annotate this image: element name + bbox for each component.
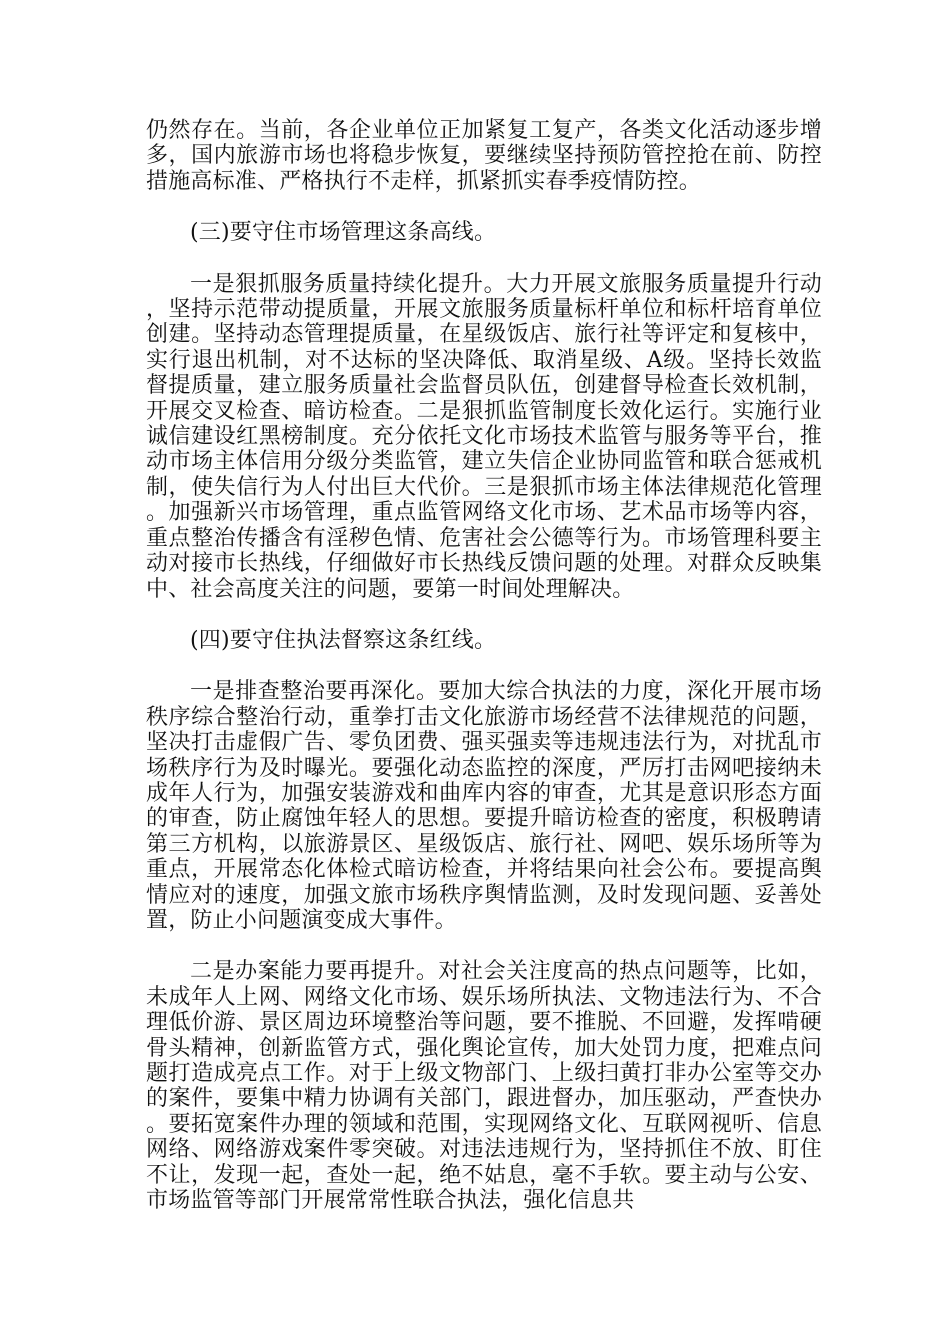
- paragraph-service-quality: 一是狠抓服务质量持续化提升。大力开展文旅服务质量提升行动，坚持示范带动提质量，开展文旅服务质量标杆单位和标杆培育单位创建。坚持动态管理提质量，在星级饭店、旅行社等评定和复核中，实行退出机制，对不达标的坚决降低、取消星级、A级。坚持长效监督提质量，建立服务质量社会监督员队伍，创建督导检查长效机制，开展交叉检查、暗访检查。二是狠抓监管制度长效化运行。实施行业诚信建设红黑榜制度。充分依托文化市场技术监管与服务等平台，推动市场主体信用分级分类监管，建立失信企业协同监管和联合惩戒机制，使失信行为人付出巨大代价。三是狠抓市场主体法律规范化管理。加强新兴市场管理，重点监管网络文化市场、艺术品市场等内容，重点整治传播含有淫秽色情、危害社会公德等行为。市场管理科要主动对接市长热线，仔细做好市长热线反馈问题的处理。对群众反映集中、社会高度关注的问题，要第一时间处理解决。: [146, 271, 822, 602]
- section-heading-market-management: (三)要守住市场管理这条高线。: [190, 220, 497, 246]
- paragraph-investigation-rectification: 一是排查整治要再深化。要加大综合执法的力度，深化开展市场秩序综合整治行动，重拳打击文化旅游市场经营不法律规范的问题，坚决打击虚假广告、零负团费、强买强卖等违规违法行为，对扰乱市场秩序行为及时曝光。要强化动态监控的深度，严厉打击网吧接纳未成年人行为，加强安装游戏和曲库内容的审查，尤其是意识形态方面的审查，防止腐蚀年轻人的思想。要提升暗访检查的密度，积极聘请第三方机构，以旅游景区、星级饭店、旅行社、网吧、娱乐场所等为重点，开展常态化体检式暗访检查，并将结果向社会公布。要提高舆情应对的速度，加强文旅市场秩序舆情监测，及时发现问题、妥善处置，防止小问题演变成大事件。: [146, 679, 822, 933]
- paragraph-case-handling: 二是办案能力要再提升。对社会关注度高的热点问题等，比如，未成年人上网、网络文化市场、娱乐场所执法、文物违法行为、不合理低价游、景区周边环境整治等问题，要不推脱、不回避，发挥啃硬骨头精神，创新监管方式，强化舆论宣传，加大处罚力度，把难点问题打造成亮点工作。对于上级文物部门、上级扫黄打非办公室等交办的案件，要集中精力协调有关部门，跟进督办，加压驱动，严查快办。要拓宽案件办理的领域和范围，实现网络文化、互联网视听、信息网络、网络游戏案件零突破。对违法违规行为，坚持抓住不放、盯住不让，发现一起，查处一起，绝不姑息，毫不手软。要主动与公安、市场监管等部门开展常常性联合执法，强化信息共: [146, 959, 822, 1214]
- document-body: [146, 118, 822, 1239]
- section-heading-law-enforcement: (四)要守住执法督察这条红线。: [190, 627, 497, 653]
- paragraph-continuation: 仍然存在。当前，各企业单位正加紧复工复产，各类文化活动逐步增多，国内旅游市场也将稳步恢复，要继续坚持预防管控抢在前、防控措施高标准、严格执行不走样，抓紧抓实春季疫情防控。: [146, 118, 822, 194]
